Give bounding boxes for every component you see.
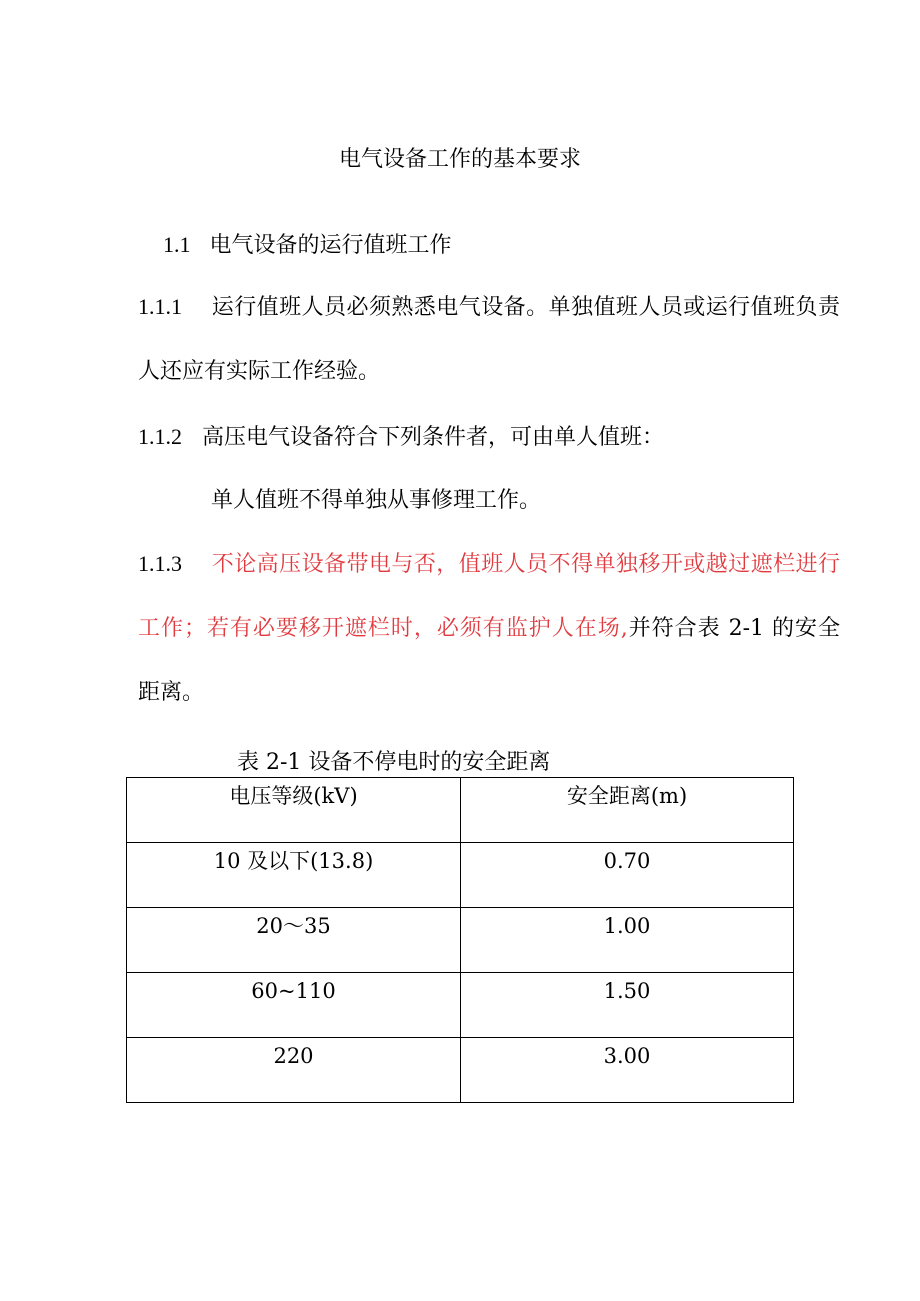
header-safety-distance: 安全距离(m) (566, 784, 688, 808)
section-heading (163, 230, 452, 261)
clause-1-1-1-line-1 (138, 292, 840, 323)
table-caption: 表 2-1 设备不停电时的安全距离 (237, 750, 551, 775)
cell-distance: 0.70 (603, 849, 651, 873)
clause-1-1-2-line-1 (138, 422, 664, 453)
clause-1-1-1-line-2: 人还应有实际工作经验。 (138, 359, 381, 384)
table-header-cell (461, 778, 794, 843)
table-cell (461, 843, 794, 908)
clause-text: 运行值班人员必须熟悉电气设备。单独值班人员或运行值班负责 (211, 295, 840, 320)
clause-text: 高压电气设备符合下列条件者，可由单人值班： (202, 425, 665, 450)
section-title: 电气设备的运行值班工作 (209, 233, 452, 258)
table-header-row (127, 778, 794, 843)
document-title: 电气设备工作的基本要求 (338, 147, 581, 172)
clause-text-highlighted: 工作；若有必要移开遮栏时，必须有监护人在场, (138, 616, 628, 641)
table-row (127, 1038, 794, 1103)
table-cell (461, 973, 794, 1038)
table-cell (127, 843, 461, 908)
table-cell (461, 908, 794, 973)
clause-1-1-2-line-2: 单人值班不得单独从事修理工作。 (211, 488, 542, 513)
table-header-cell (127, 778, 461, 843)
table-row (127, 973, 794, 1038)
table-cell (127, 1038, 461, 1103)
table-cell (461, 1038, 794, 1103)
table-cell (127, 973, 461, 1038)
cell-distance: 1.00 (603, 914, 651, 938)
clause-text-highlighted: 不论高压设备带电与否，值班人员不得单独移开或越过遮栏进行 (211, 552, 840, 577)
clause-number: 1.1.2 (138, 424, 182, 449)
cell-distance: 3.00 (603, 1044, 651, 1068)
table-cell (127, 908, 461, 973)
clause-number: 1.1.1 (138, 294, 182, 319)
section-number: 1.1 (163, 232, 191, 257)
clause-number: 1.1.3 (138, 551, 182, 576)
header-voltage-level: 电压等级(kV) (229, 784, 358, 808)
safety-distance-table (126, 777, 794, 1103)
cell-voltage: 20～35 (256, 914, 331, 938)
table-row (127, 843, 794, 908)
clause-text: 并符合表 2-1 的安全 (627, 616, 840, 641)
clause-1-1-3-line-3: 距离。 (138, 680, 205, 705)
cell-voltage: 220 (273, 1044, 314, 1068)
cell-voltage: 60~110 (251, 979, 336, 1003)
cell-voltage: 10 及以下(13.8) (213, 849, 374, 873)
clause-1-1-3-line-1 (138, 549, 840, 580)
table-row (127, 908, 794, 973)
cell-distance: 1.50 (603, 979, 651, 1003)
clause-1-1-3-line-2 (138, 614, 840, 644)
